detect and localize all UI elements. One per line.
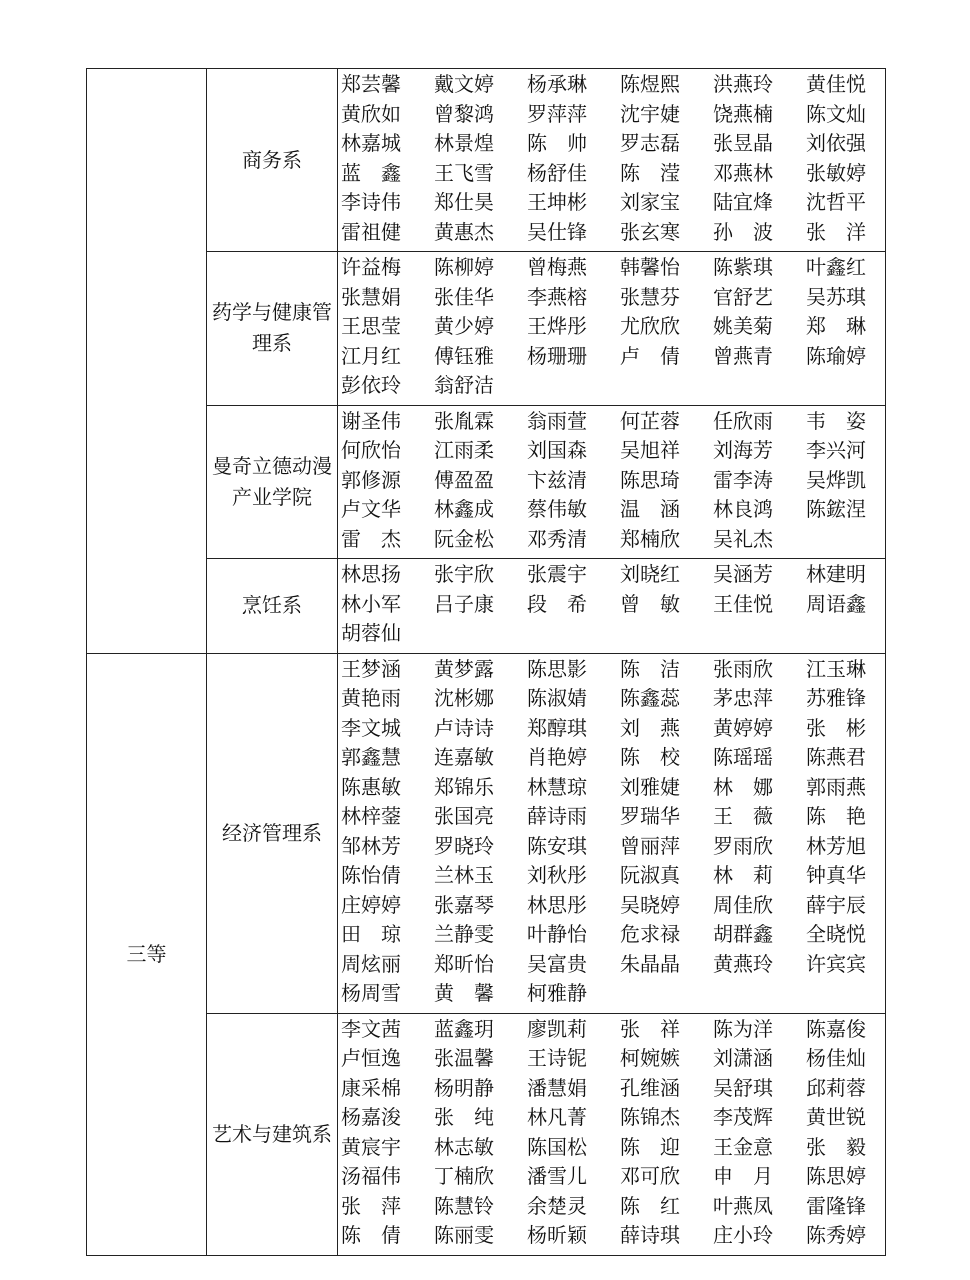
student-name: 江月红 [341, 343, 401, 368]
student-name: 蔡伟敏 [527, 497, 587, 521]
student-name: 林鑫成 [434, 497, 494, 521]
student-name: 杨承琳 [527, 72, 587, 96]
student-name: 吕子康 [434, 591, 494, 616]
student-name: 雷祖健 [341, 219, 401, 244]
student-name: 吴涵芳 [713, 562, 773, 586]
student-name: 郭鑫慧 [341, 745, 401, 769]
student-name: 翁雨萱 [527, 408, 587, 433]
student-name: 田 琼 [341, 922, 401, 946]
student-name: 郭修源 [341, 467, 401, 492]
student-name: 刘 燕 [620, 715, 680, 740]
student-name: 陈思琦 [620, 467, 680, 492]
student-name: 郑锦乐 [434, 774, 494, 799]
student-name: 任欣雨 [713, 408, 773, 433]
student-name: 郑昕怡 [434, 951, 494, 976]
student-name: 胡蓉仙 [341, 621, 401, 645]
student-name: 雷隆锋 [806, 1193, 866, 1218]
student-name: 邱莉蓉 [806, 1075, 866, 1100]
student-name: 谢圣伟 [341, 408, 401, 433]
student-name: 林梓蓥 [341, 804, 401, 828]
department-row [87, 69, 886, 252]
department-row [87, 405, 886, 559]
student-name: 陈思婷 [806, 1164, 866, 1188]
student-name: 陈鑫蕊 [620, 686, 680, 710]
student-name: 黄宸宇 [341, 1134, 401, 1159]
student-name: 罗萍萍 [527, 101, 587, 126]
student-name: 陈 红 [620, 1193, 680, 1218]
student-name: 廖凯莉 [527, 1016, 587, 1041]
department-name-cell: 商务系 [207, 69, 338, 252]
student-names-cell [338, 1013, 886, 1255]
student-name: 陈秀婷 [806, 1223, 866, 1247]
department-name-cell: 药学与健康管理系 [207, 252, 338, 406]
student-name: 沈彬娜 [434, 686, 494, 710]
student-names-cell [338, 69, 886, 252]
student-name: 曾 敏 [620, 591, 680, 616]
student-name: 李文城 [341, 715, 401, 740]
student-name: 庄小玲 [713, 1223, 773, 1247]
student-name: 王 薇 [713, 804, 773, 828]
student-name: 陈怡倩 [341, 863, 401, 887]
student-name: 林嘉城 [341, 131, 401, 155]
student-name: 杨嘉浚 [341, 1105, 401, 1129]
student-name-grid [341, 253, 885, 401]
student-name: 薛宇辰 [806, 892, 866, 917]
student-name: 郑醇琪 [527, 715, 587, 740]
student-names-cell [338, 559, 886, 654]
student-name: 吴舒琪 [713, 1075, 773, 1100]
student-name: 李诗伟 [341, 190, 401, 214]
student-name: 张嘉琴 [434, 892, 494, 917]
student-names-cell [338, 405, 886, 559]
student-name-grid [341, 655, 885, 1009]
student-name: 陈淑婧 [527, 686, 587, 710]
student-name: 李兴河 [806, 438, 866, 462]
student-name: 康采棉 [341, 1075, 401, 1100]
student-name: 何欣怡 [341, 438, 401, 462]
student-name: 陈锦杰 [620, 1105, 680, 1129]
student-name: 卢诗诗 [434, 715, 494, 740]
student-name-grid [341, 70, 885, 247]
student-name: 邓秀清 [527, 526, 587, 551]
student-name: 潘雪儿 [527, 1164, 587, 1188]
student-name: 陈柳婷 [434, 255, 494, 279]
student-name: 杨明静 [434, 1075, 494, 1100]
student-name-grid [341, 560, 885, 649]
student-name: 傅盈盈 [434, 467, 494, 492]
student-name: 彭依玲 [341, 373, 401, 397]
student-name: 兰静雯 [434, 922, 494, 946]
student-name: 孔维涵 [620, 1075, 680, 1100]
student-name: 李文茜 [341, 1016, 401, 1041]
student-name: 黄惠杰 [434, 219, 494, 244]
department-row [87, 1013, 886, 1255]
student-name: 陈慧铃 [434, 1193, 494, 1218]
student-name: 庄婷婷 [341, 892, 401, 917]
student-name: 叶燕凤 [713, 1193, 773, 1218]
student-name: 陈 校 [620, 745, 680, 769]
student-name: 刘依强 [806, 131, 866, 155]
award-level-cell [87, 69, 207, 654]
student-name: 陈为洋 [713, 1016, 773, 1041]
student-name: 周炫丽 [341, 951, 401, 976]
student-name: 陈嘉俊 [806, 1016, 866, 1041]
student-name: 叶鑫红 [806, 255, 866, 279]
student-name: 杨佳灿 [806, 1046, 866, 1070]
student-name: 王思莹 [341, 314, 401, 338]
student-name: 雷李涛 [713, 467, 773, 492]
student-name: 柯婉嫉 [620, 1046, 680, 1070]
student-name: 张震宇 [527, 562, 587, 586]
student-name: 薛诗琪 [620, 1223, 680, 1247]
student-name: 黄少婷 [434, 314, 494, 338]
student-name: 黄艳雨 [341, 686, 401, 710]
student-name: 林景煌 [434, 131, 494, 155]
student-name: 张慧芬 [620, 284, 680, 309]
student-name: 饶燕楠 [713, 101, 773, 126]
student-name: 张敏婷 [806, 160, 866, 185]
student-name: 翁舒洁 [434, 373, 494, 397]
student-name: 张 萍 [341, 1193, 401, 1218]
student-name: 黄世锐 [806, 1105, 866, 1129]
student-name-grid [341, 1015, 885, 1251]
student-name: 蓝 鑫 [341, 160, 401, 185]
student-name: 陈紫琪 [713, 255, 773, 279]
student-name: 陈燕君 [806, 745, 866, 769]
student-name: 罗晓玲 [434, 833, 494, 858]
student-name: 姚美菊 [713, 314, 773, 338]
student-name: 陈瑜婷 [806, 343, 866, 368]
student-name: 刘雅婕 [620, 774, 680, 799]
student-name: 刘秋彤 [527, 863, 587, 887]
department-name-cell: 烹饪系 [207, 559, 338, 654]
student-name: 傅钰雅 [434, 343, 494, 368]
student-name: 许宾宾 [806, 951, 866, 976]
student-name: 张胤霖 [434, 408, 494, 433]
student-name: 钟真华 [806, 863, 866, 887]
student-name: 邓可欣 [620, 1164, 680, 1188]
student-name: 郑 琳 [806, 314, 866, 338]
student-name: 林慧琼 [527, 774, 587, 799]
student-name: 林建明 [806, 562, 866, 586]
student-name: 柯雅静 [527, 981, 587, 1005]
student-name: 杨周雪 [341, 981, 401, 1005]
student-name: 刘海芳 [713, 438, 773, 462]
student-name: 汤福伟 [341, 1164, 401, 1188]
student-name: 张国亮 [434, 804, 494, 828]
student-name: 兰林玉 [434, 863, 494, 887]
student-name: 何芷蓉 [620, 408, 680, 433]
student-name: 卞兹清 [527, 467, 587, 492]
student-name: 孙 波 [713, 219, 773, 244]
student-name: 张玄寒 [620, 219, 680, 244]
student-name: 江雨柔 [434, 438, 494, 462]
department-name-cell: 经济管理系 [207, 653, 338, 1013]
student-name: 曾燕青 [713, 343, 773, 368]
student-name: 王飞雪 [434, 160, 494, 185]
student-name: 沈宇婕 [620, 101, 680, 126]
student-name: 林思扬 [341, 562, 401, 586]
student-name: 尤欣欣 [620, 314, 680, 338]
award-table-body [87, 69, 886, 1256]
student-name: 陈文灿 [806, 101, 866, 126]
student-name: 张 祥 [620, 1016, 680, 1041]
student-name: 黄 馨 [434, 981, 494, 1005]
student-name: 邹林芳 [341, 833, 401, 858]
student-name: 申 月 [713, 1164, 773, 1188]
student-name: 陈 帅 [527, 131, 587, 155]
student-name: 杨昕颖 [527, 1223, 587, 1247]
student-name: 黄欣如 [341, 101, 401, 126]
student-name: 连嘉敏 [434, 745, 494, 769]
student-name: 余楚灵 [527, 1193, 587, 1218]
student-name: 黄婷婷 [713, 715, 773, 740]
student-name: 官舒艺 [713, 284, 773, 309]
student-name: 罗雨欣 [713, 833, 773, 858]
student-name: 韩馨怡 [620, 255, 680, 279]
student-name: 卢文华 [341, 497, 401, 521]
student-name: 雷 杰 [341, 526, 401, 551]
student-name: 李茂辉 [713, 1105, 773, 1129]
student-name: 陈煜熙 [620, 72, 680, 96]
student-name: 吴烨凯 [806, 467, 866, 492]
student-name: 黄佳悦 [806, 72, 866, 96]
department-row [87, 252, 886, 406]
student-name: 王坤彬 [527, 190, 587, 214]
student-name: 吴旭祥 [620, 438, 680, 462]
student-name: 张 纯 [434, 1105, 494, 1129]
student-name: 张 毅 [806, 1134, 866, 1159]
student-name: 叶静怡 [527, 922, 587, 946]
student-name: 苏雅锋 [806, 686, 866, 710]
student-name: 张 洋 [806, 219, 866, 244]
student-name: 吴富贵 [527, 951, 587, 976]
student-name: 吴苏琪 [806, 284, 866, 309]
student-name: 吴仕锋 [527, 219, 587, 244]
student-name: 薛诗雨 [527, 804, 587, 828]
student-name: 邓燕林 [713, 160, 773, 185]
student-name: 张慧娟 [341, 284, 401, 309]
student-name: 卢恒逸 [341, 1046, 401, 1070]
student-name: 杨珊珊 [527, 343, 587, 368]
student-name: 林小军 [341, 591, 401, 616]
student-name: 陈鋐涅 [806, 497, 866, 521]
department-name-cell: 曼奇立德动漫产业学院 [207, 405, 338, 559]
student-name: 王烨彤 [527, 314, 587, 338]
student-name: 罗志磊 [620, 131, 680, 155]
student-name: 曾梅燕 [527, 255, 587, 279]
student-name: 黄燕玲 [713, 951, 773, 976]
student-names-cell [338, 252, 886, 406]
student-name: 蓝鑫玥 [434, 1016, 494, 1041]
student-name: 林芳旭 [806, 833, 866, 858]
student-name: 陆宜烽 [713, 190, 773, 214]
student-name: 林 莉 [713, 863, 773, 887]
student-name: 陈惠敏 [341, 774, 401, 799]
student-name: 林凡菁 [527, 1105, 587, 1129]
student-name: 杨舒佳 [527, 160, 587, 185]
student-name: 陈国松 [527, 1134, 587, 1159]
student-name: 韦 姿 [806, 408, 866, 433]
student-name: 郑楠欣 [620, 526, 680, 551]
student-name: 全晓悦 [806, 922, 866, 946]
student-name: 陈 滢 [620, 160, 680, 185]
student-name: 刘国森 [527, 438, 587, 462]
student-name: 刘潇涵 [713, 1046, 773, 1070]
student-name: 许益梅 [341, 255, 401, 279]
student-name: 曾黎鸿 [434, 101, 494, 126]
student-name: 戴文婷 [434, 72, 494, 96]
student-name: 周语鑫 [806, 591, 866, 616]
student-name: 张 彬 [806, 715, 866, 740]
student-name: 陈安琪 [527, 833, 587, 858]
award-level-cell: 三等 [87, 653, 207, 1255]
student-name: 李燕榕 [527, 284, 587, 309]
student-name: 阮金松 [434, 526, 494, 551]
student-name: 张温馨 [434, 1046, 494, 1070]
student-name: 王梦涵 [341, 656, 401, 681]
student-name: 陈 洁 [620, 656, 680, 681]
student-name: 丁楠欣 [434, 1164, 494, 1188]
student-name: 危求禄 [620, 922, 680, 946]
award-list-table [86, 68, 886, 1256]
student-name: 张宇欣 [434, 562, 494, 586]
student-name: 刘晓红 [620, 562, 680, 586]
student-name: 胡群鑫 [713, 922, 773, 946]
student-name: 林志敏 [434, 1134, 494, 1159]
student-name: 王诗铌 [527, 1046, 587, 1070]
student-name: 阮淑真 [620, 863, 680, 887]
student-name: 郑仕昊 [434, 190, 494, 214]
student-name: 陈 迎 [620, 1134, 680, 1159]
student-name: 江玉琳 [806, 656, 866, 681]
student-name: 林良鸿 [713, 497, 773, 521]
student-name: 陈丽雯 [434, 1223, 494, 1247]
student-name: 陈 倩 [341, 1223, 401, 1247]
student-name: 陈 艳 [806, 804, 866, 828]
student-name: 郭雨燕 [806, 774, 866, 799]
student-name-grid [341, 407, 885, 555]
student-name: 温 涵 [620, 497, 680, 521]
department-row [87, 559, 886, 654]
student-name: 刘家宝 [620, 190, 680, 214]
student-name: 王佳悦 [713, 591, 773, 616]
student-name: 林 娜 [713, 774, 773, 799]
student-name: 黄梦露 [434, 656, 494, 681]
student-name: 洪燕玲 [713, 72, 773, 96]
student-name: 张雨欣 [713, 656, 773, 681]
student-name: 张昱晶 [713, 131, 773, 155]
department-name-cell: 艺术与建筑系 [207, 1013, 338, 1255]
student-name: 罗瑞华 [620, 804, 680, 828]
student-name: 潘慧娟 [527, 1075, 587, 1100]
department-row [87, 653, 886, 1013]
student-name: 林思彤 [527, 892, 587, 917]
student-name: 肖艳婷 [527, 745, 587, 769]
student-name: 朱晶晶 [620, 951, 680, 976]
student-name: 王金意 [713, 1134, 773, 1159]
student-name: 段 希 [527, 591, 587, 616]
student-name: 吴礼杰 [713, 526, 773, 551]
student-name: 陈思影 [527, 656, 587, 681]
student-name: 郑芸馨 [341, 72, 401, 96]
student-name: 张佳华 [434, 284, 494, 309]
student-name: 卢 倩 [620, 343, 680, 368]
student-name: 沈哲平 [806, 190, 866, 214]
student-name: 陈瑶瑶 [713, 745, 773, 769]
student-name: 吴晓婷 [620, 892, 680, 917]
student-name: 周佳欣 [713, 892, 773, 917]
student-name: 曾丽萍 [620, 833, 680, 858]
student-names-cell [338, 653, 886, 1013]
student-name: 茅忠萍 [713, 686, 773, 710]
